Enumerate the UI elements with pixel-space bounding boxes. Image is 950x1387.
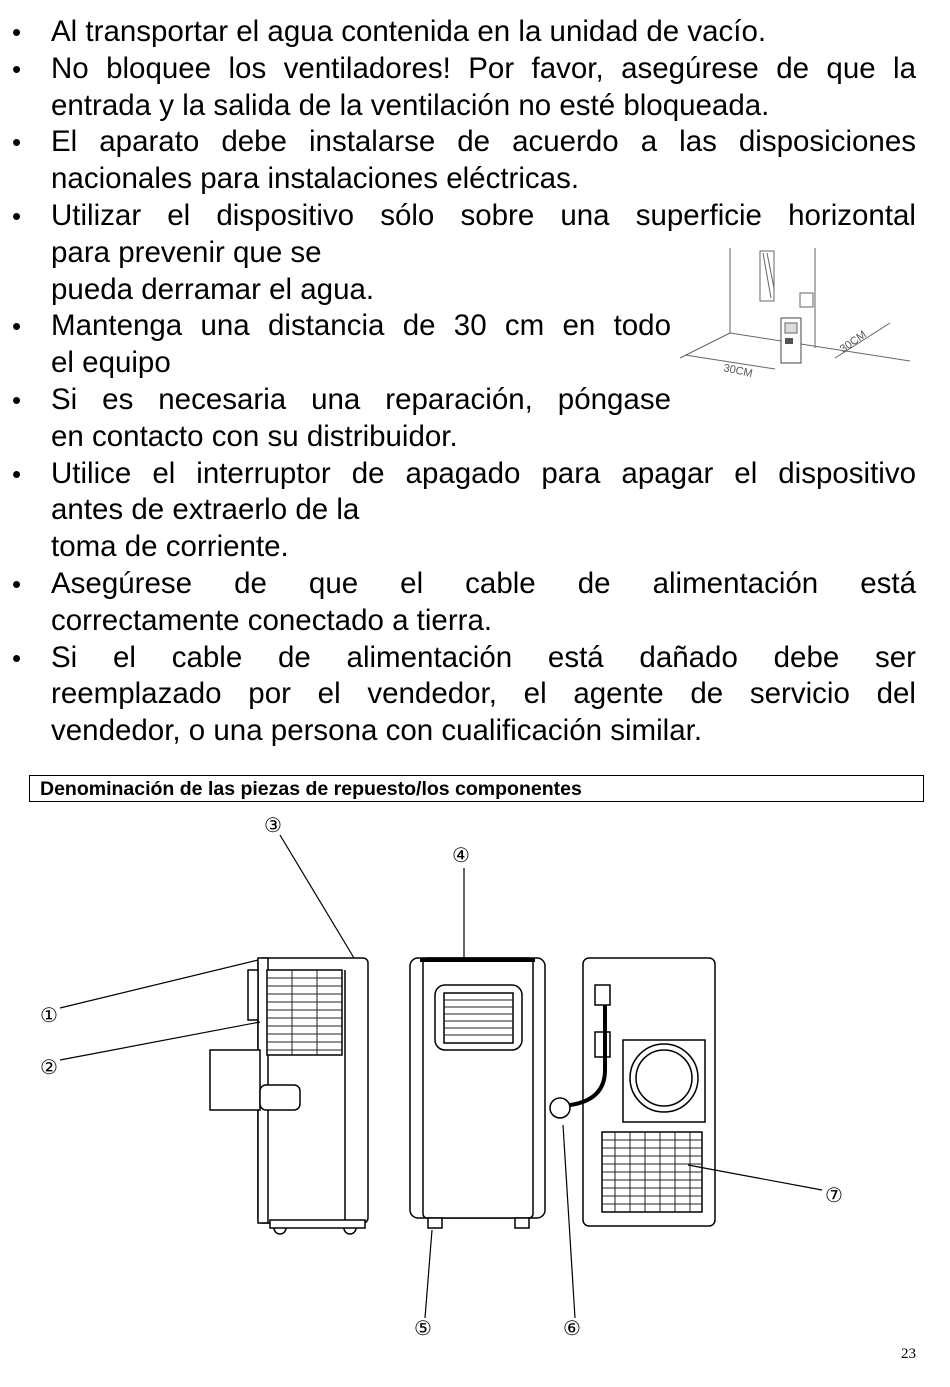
bullet-line: en contacto con su distribuidor. — [51, 419, 458, 453]
clearance-label-left: 30CM — [722, 362, 754, 381]
bullet-line: antes de extraerlo de la — [51, 493, 360, 527]
bullet-line: Al transportar el agua contenida en la unidad de vacío. — [51, 15, 767, 48]
back-view-unit — [550, 958, 715, 1226]
clearance-label-right: 30CM — [837, 328, 869, 356]
page-number: 23 — [901, 1346, 916, 1362]
bullet-line: correctamente conectado a tierra. — [51, 603, 493, 637]
bullet-dot: • — [12, 458, 22, 489]
front-view-unit — [410, 958, 545, 1228]
bullet-item — [12, 124, 916, 198]
bullet-dot: • — [12, 642, 22, 673]
bullet-line: Mantenga una distancia de 30 cm en todo — [51, 309, 671, 343]
bullet-line: pueda derramar el agua. — [51, 272, 375, 306]
bullet-dot: • — [12, 53, 22, 84]
bullet-line: Si es necesaria una reparación, póngase — [51, 382, 671, 416]
bullet-line: toma de corriente. — [51, 530, 289, 564]
bullet-item — [12, 14, 916, 51]
callout-5: ⑤ — [414, 1316, 432, 1340]
bullet-item — [12, 308, 671, 382]
bullet-line: Si el cable de alimentación está dañado debe ser — [51, 640, 916, 674]
bullet-line: Utilice el interruptor de apagado para apagar el dispositivo — [51, 456, 916, 490]
bullet-dot: • — [12, 568, 22, 599]
bullet-line: Utilizar el dispositivo sólo sobre una superficie horizontal — [51, 198, 916, 232]
bullet-line: el equipo — [51, 346, 171, 380]
bullet-item — [12, 566, 916, 640]
bullet-line: El aparato debe instalarse de acuerdo a las disposiciones — [51, 125, 916, 159]
bullet-item — [12, 456, 916, 566]
bullet-line: Asegúrese de que el cable de alimentación está — [51, 566, 916, 600]
bullet-item — [12, 382, 671, 456]
bullet-line: No bloquee los ventiladores! Por favor, asegúrese de que la — [51, 51, 916, 85]
bullet-line: vendedor, o una persona con cualificación similar. — [51, 714, 703, 748]
side-view-unit — [210, 958, 368, 1234]
bullet-dot: • — [12, 17, 22, 47]
callout-2: ② — [40, 1055, 58, 1079]
bullet-line: reemplazado por el vendedor, el agente de servicio del — [51, 677, 916, 711]
callout-3: ③ — [264, 813, 282, 837]
bullet-dot: • — [12, 200, 22, 231]
room-clearance-illustration — [675, 243, 920, 398]
callout-4: ④ — [452, 843, 470, 867]
callout-7: ⑦ — [825, 1183, 843, 1207]
parts-section-title: Denominación de las piezas de repuesto/los componentes — [29, 775, 924, 802]
bullet-dot: • — [12, 127, 22, 158]
bullet-item — [12, 51, 916, 125]
callout-6: ⑥ — [563, 1316, 581, 1340]
bullet-item — [12, 640, 916, 750]
callout-1: ① — [40, 1003, 58, 1027]
bullet-line: nacionales para instalaciones eléctricas. — [51, 162, 580, 196]
bullet-dot: • — [12, 384, 22, 415]
bullet-line: entrada y la salida de la ventilación no esté bloqueada. — [51, 88, 770, 122]
portable-ac-unit — [781, 318, 801, 363]
parts-diagram — [30, 810, 930, 1340]
bullet-dot: • — [12, 311, 22, 342]
bullet-line: para prevenir que se — [51, 235, 322, 269]
